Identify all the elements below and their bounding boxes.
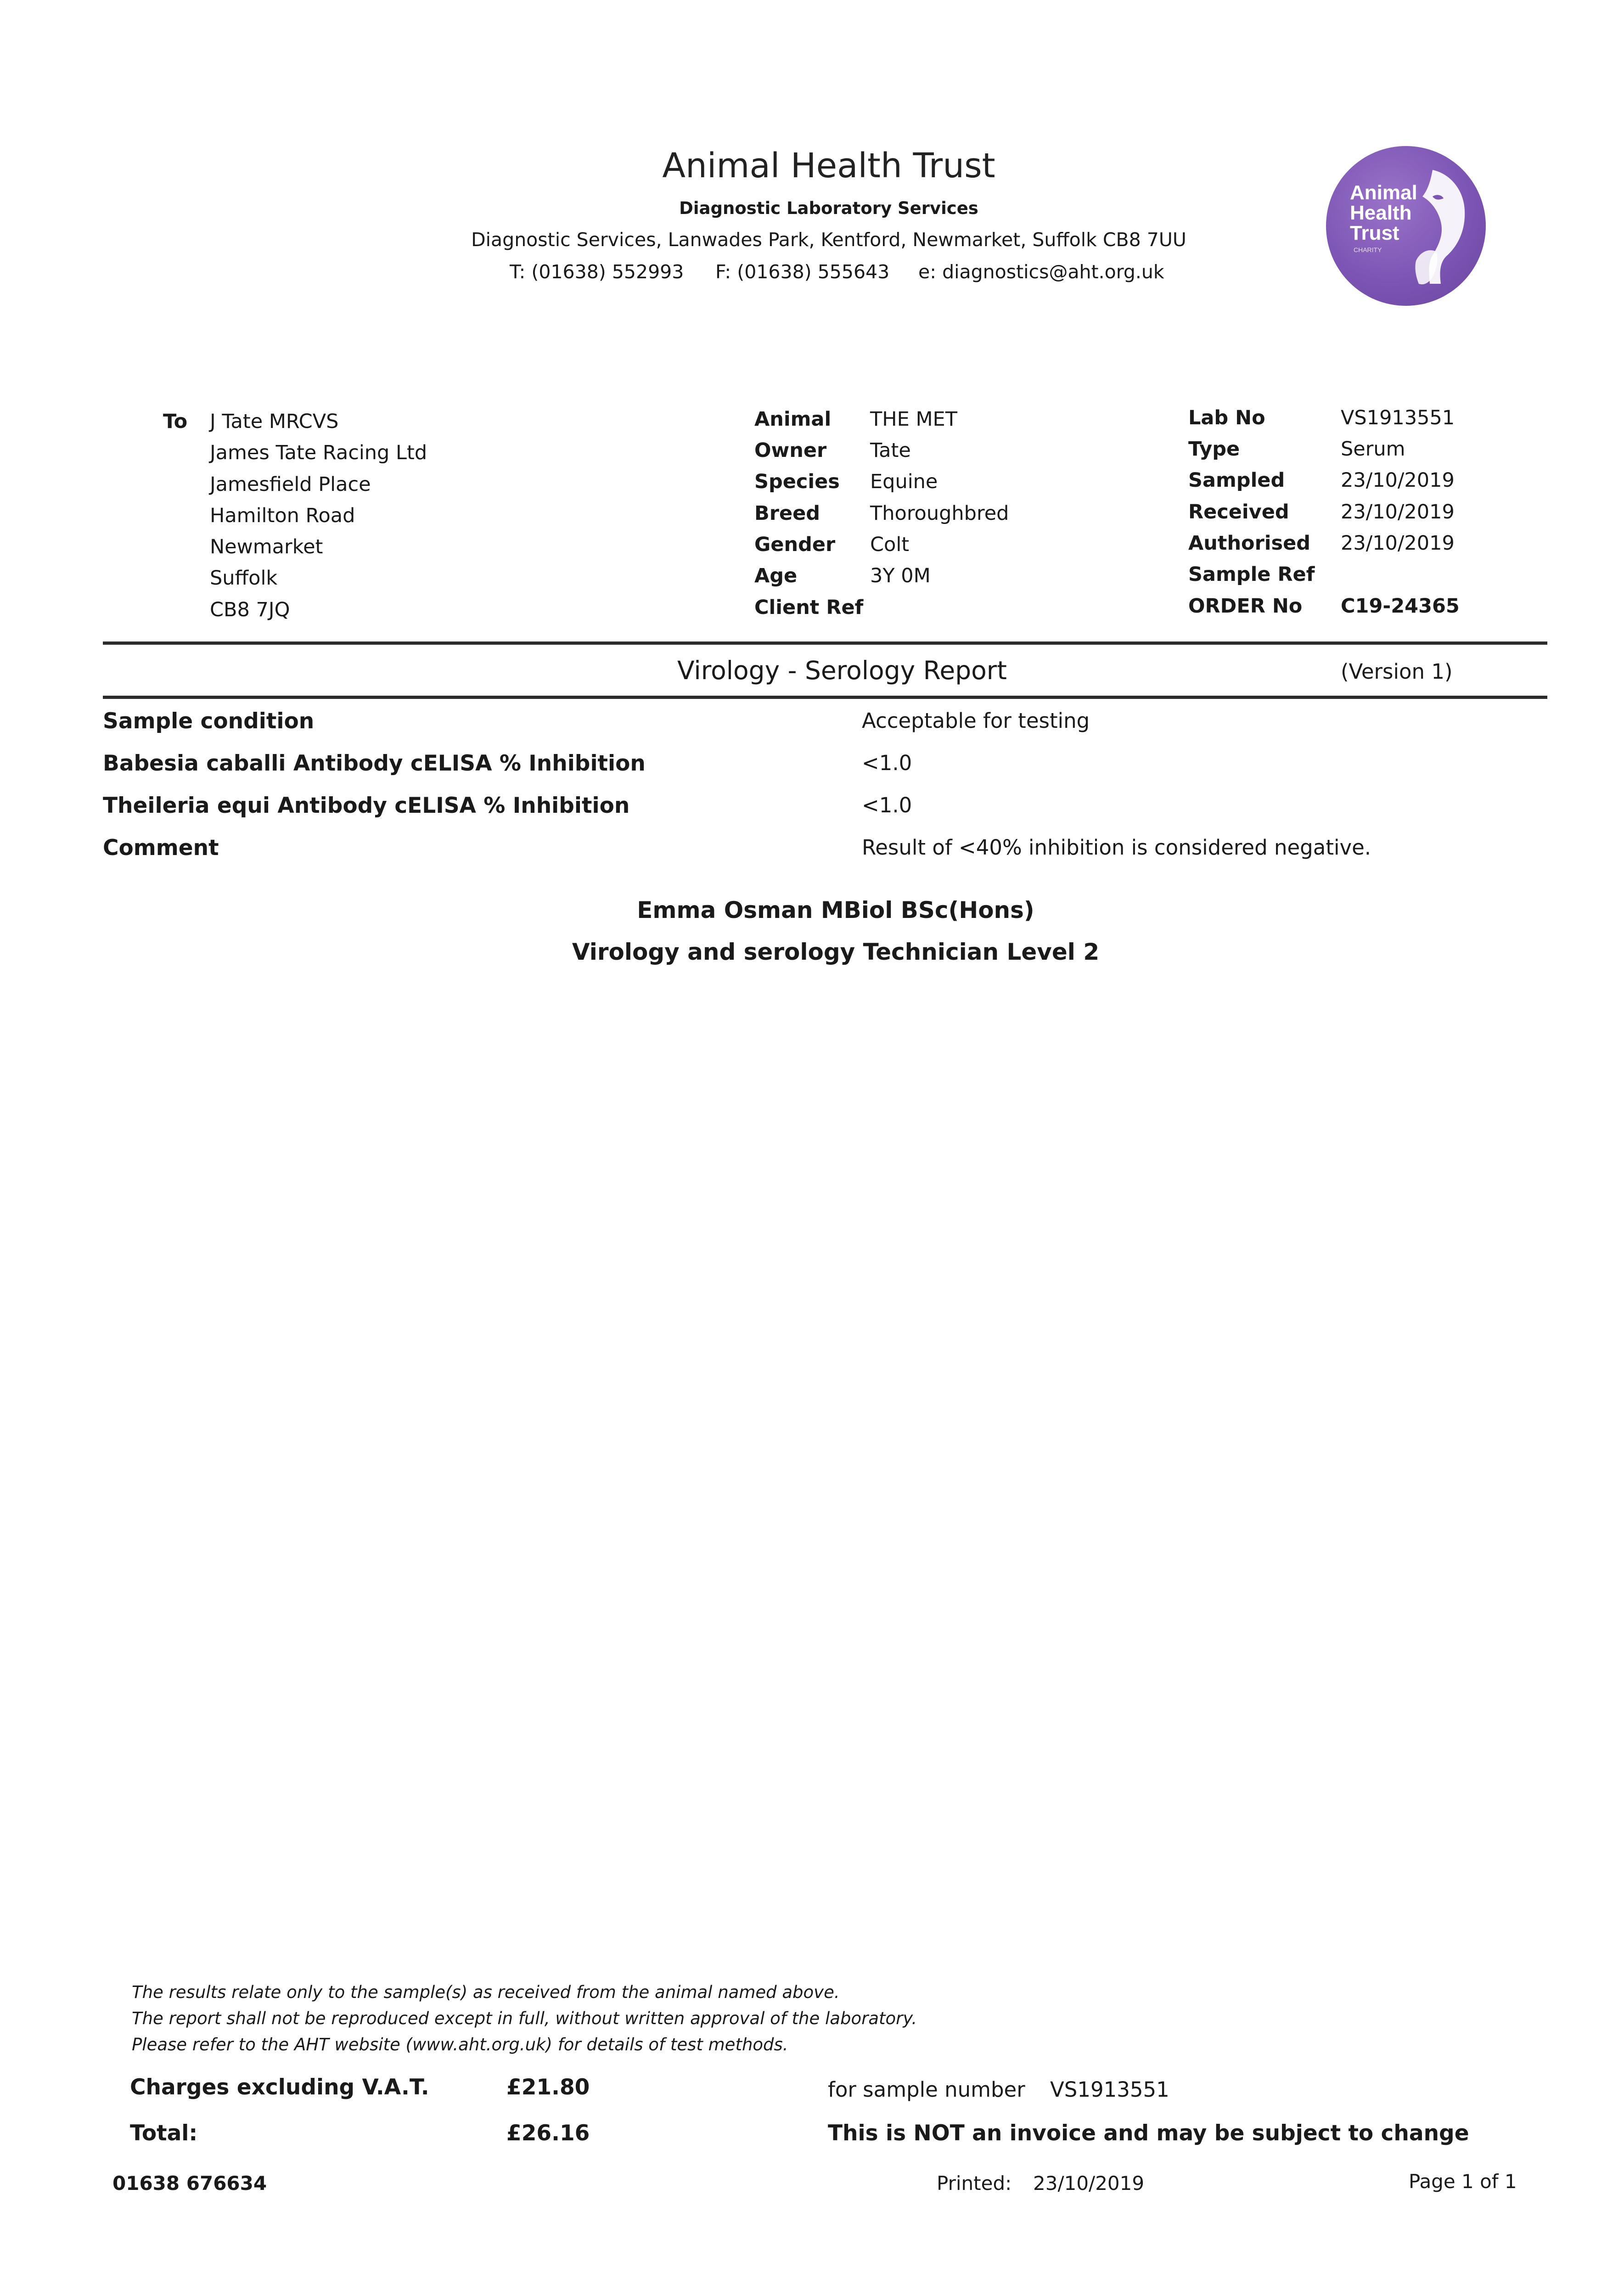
animal-info-label: Owner (754, 439, 827, 462)
result-label: Sample condition (103, 709, 315, 734)
animal-info-value: Colt (870, 533, 910, 556)
signatory-role: Virology and serology Technician Level 2 (572, 939, 1100, 965)
footer-note: The results relate only to the sample(s) as received from the animal named above. (132, 1982, 840, 2002)
animal-info-value: 3Y 0M (870, 564, 931, 587)
sample-number-label: for sample number (828, 2077, 1025, 2102)
animal-info-value: Equine (870, 470, 938, 493)
result-value: <1.0 (862, 751, 912, 775)
to-label: To (163, 410, 188, 433)
result-value: Acceptable for testing (862, 709, 1090, 733)
result-value: <1.0 (862, 793, 912, 817)
lab-email: e: diagnostics@aht.org.uk (918, 261, 1164, 283)
lab-info-value: 23/10/2019 (1341, 532, 1455, 555)
lab-info-label: ORDER No (1188, 595, 1303, 618)
footer-phone: 01638 676634 (112, 2172, 267, 2195)
animal-info-label: Species (754, 470, 840, 493)
report-title: Virology - Serology Report (677, 656, 1007, 685)
signatory-name: Emma Osman MBiol BSc(Hons) (637, 897, 1034, 923)
logo-text-animal: Animal (1350, 181, 1417, 204)
lab-subtitle: Diagnostic Laboratory Services (679, 198, 978, 218)
invoice-disclaimer: This is NOT an invoice and may be subject to change (828, 2121, 1469, 2146)
animal-info-label: Animal (754, 408, 832, 431)
lab-fax: F: (01638) 555643 (715, 261, 890, 283)
sample-number-value: VS1913551 (1050, 2077, 1169, 2102)
charges-label: Charges excluding V.A.T. (130, 2075, 429, 2100)
recipient-line: J Tate MRCVS (210, 410, 339, 433)
recipient-line: Newmarket (210, 535, 323, 558)
lab-info-label: Type (1188, 438, 1240, 461)
lab-info-label: Sample Ref (1188, 563, 1315, 586)
recipient-line: Hamilton Road (210, 504, 355, 527)
aht-logo (1326, 146, 1486, 306)
charges-value: £21.80 (506, 2075, 590, 2100)
animal-info-label: Age (754, 564, 798, 587)
footer-note: Please refer to the AHT website (www.aht.org.uk) for details of test methods. (132, 2035, 788, 2054)
total-label: Total: (130, 2121, 198, 2146)
lab-info-label: Lab No (1188, 406, 1265, 429)
animal-info-value: Tate (870, 439, 911, 462)
result-label: Comment (103, 835, 219, 861)
divider (103, 696, 1547, 699)
lab-title: Animal Health Trust (662, 146, 995, 186)
lab-info-value: Serum (1341, 438, 1405, 461)
divider (103, 642, 1547, 645)
animal-info-label: Gender (754, 533, 836, 556)
lab-info-value: VS1913551 (1341, 406, 1455, 429)
logo-text-health: Health (1350, 202, 1412, 224)
recipient-line: Jamesfield Place (210, 473, 371, 496)
result-label: Babesia caballi Antibody cELISA % Inhibition (103, 751, 646, 776)
lab-info-value: 23/10/2019 (1341, 501, 1455, 523)
recipient-line: Suffolk (210, 567, 278, 590)
printed-date: 23/10/2019 (1033, 2172, 1145, 2195)
animal-info-value: Thoroughbred (870, 502, 1009, 525)
lab-address: Diagnostic Services, Lanwades Park, Kentford, Newmarket, Suffolk CB8 7UU (471, 229, 1186, 251)
recipient-line: CB8 7JQ (210, 598, 290, 621)
lab-info-label: Sampled (1188, 469, 1285, 492)
lab-info-value: 23/10/2019 (1341, 469, 1455, 492)
animal-info-label: Client Ref (754, 596, 864, 619)
animal-info-value: THE MET (870, 408, 957, 431)
logo-text-charity: CHARITY (1354, 246, 1382, 253)
page-number: Page 1 of 1 (1409, 2170, 1517, 2193)
printed-label: Printed: (937, 2172, 1012, 2195)
footer-note: The report shall not be reproduced except in full, without written approval of the laboratory. (132, 2009, 917, 2028)
lab-info-label: Received (1188, 501, 1289, 523)
lab-telephone: T: (01638) 552993 (510, 261, 684, 283)
lab-info-label: Authorised (1188, 532, 1311, 555)
result-value: Result of <40% inhibition is considered negative. (862, 835, 1371, 860)
total-value: £26.16 (506, 2121, 590, 2146)
animal-info-label: Breed (754, 502, 820, 525)
report-version: (Version 1) (1341, 659, 1453, 684)
lab-info-value: C19-24365 (1341, 595, 1460, 618)
result-label: Theileria equi Antibody cELISA % Inhibition (103, 793, 630, 818)
logo-text-trust: Trust (1350, 222, 1399, 244)
recipient-line: James Tate Racing Ltd (210, 441, 427, 464)
